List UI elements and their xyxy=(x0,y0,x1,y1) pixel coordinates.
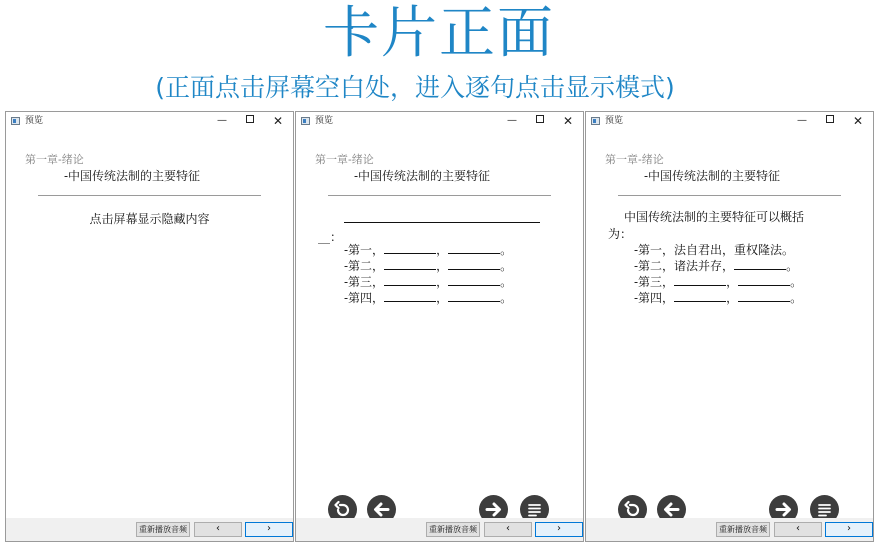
divider xyxy=(328,195,551,196)
prev-button[interactable]: ‹ xyxy=(194,522,242,537)
app-icon xyxy=(11,117,20,125)
stem-text: 中国传统法制的主要特征可以概括 xyxy=(624,210,805,224)
window-title: 预览 xyxy=(25,116,44,126)
chapter-label: 第一章-绪论 xyxy=(605,153,664,166)
replay-audio-button[interactable]: 重新播放音频 xyxy=(426,522,480,537)
chapter-label: 第一章-绪论 xyxy=(25,153,84,166)
list-item: -第二， ， 。 xyxy=(344,259,513,273)
chapter-label: 第一章-绪论 xyxy=(315,153,374,166)
card-content[interactable] xyxy=(6,131,293,520)
section-title: -中国传统法制的主要特征 xyxy=(354,169,491,183)
replay-audio-button[interactable]: 重新播放音频 xyxy=(136,522,190,537)
section-title: -中国传统法制的主要特征 xyxy=(64,169,201,183)
banner-subtitle: (正面点击屏幕空白处，进入逐句点击显示模式) xyxy=(155,73,675,102)
list-item: -第四， ， 。 xyxy=(634,291,803,305)
close-icon[interactable]: ✕ xyxy=(562,114,574,128)
list-item: -第二，诸法并存， 。 xyxy=(634,259,799,273)
hidden-content-hint: 点击屏幕显示隐藏内容 xyxy=(89,212,210,226)
list-item: -第三， ， 。 xyxy=(634,275,803,289)
app-icon xyxy=(591,117,600,125)
app-icon xyxy=(301,117,310,125)
divider xyxy=(618,195,841,196)
maximize-icon[interactable] xyxy=(533,114,547,128)
window-title: 预览 xyxy=(605,116,624,126)
feature-list xyxy=(344,242,512,306)
feature-list xyxy=(634,242,802,306)
divider xyxy=(38,195,261,196)
prev-button[interactable]: ‹ xyxy=(484,522,532,537)
banner-title: 卡片正面 xyxy=(323,1,555,66)
stem-wrap: 为： xyxy=(608,227,633,241)
close-icon[interactable]: ✕ xyxy=(272,114,284,128)
next-button[interactable]: › xyxy=(535,522,583,537)
bottom-bar xyxy=(296,518,583,541)
list-item: -第一，法自君出，重权隆法。 xyxy=(634,243,795,257)
card-content[interactable] xyxy=(586,131,873,520)
section-title: -中国传统法制的主要特征 xyxy=(644,169,781,183)
next-button[interactable]: › xyxy=(245,522,293,537)
prev-button[interactable]: ‹ xyxy=(774,522,822,537)
bottom-bar xyxy=(6,518,293,541)
list-item: -第一， ， 。 xyxy=(344,243,513,257)
list-item: -第四， ， 。 xyxy=(344,291,513,305)
preview-window-1 xyxy=(5,111,294,542)
minimize-icon[interactable]: — xyxy=(797,115,807,126)
next-button[interactable]: › xyxy=(825,522,873,537)
minimize-icon[interactable]: — xyxy=(507,115,517,126)
title-bar[interactable] xyxy=(6,112,293,131)
stem-blank xyxy=(344,222,540,223)
preview-window-3 xyxy=(585,111,874,542)
title-bar[interactable] xyxy=(296,112,583,131)
bottom-bar xyxy=(586,518,873,541)
close-icon[interactable]: ✕ xyxy=(852,114,864,128)
preview-window-2 xyxy=(295,111,584,542)
maximize-icon[interactable] xyxy=(243,114,257,128)
maximize-icon[interactable] xyxy=(823,114,837,128)
card-content[interactable] xyxy=(296,131,583,520)
list-item: -第三， ， 。 xyxy=(344,275,513,289)
minimize-icon[interactable]: — xyxy=(217,115,227,126)
replay-audio-button[interactable]: 重新播放音频 xyxy=(716,522,770,537)
window-title: 预览 xyxy=(315,116,334,126)
title-bar[interactable] xyxy=(586,112,873,131)
stem-tail: __： xyxy=(318,230,343,244)
